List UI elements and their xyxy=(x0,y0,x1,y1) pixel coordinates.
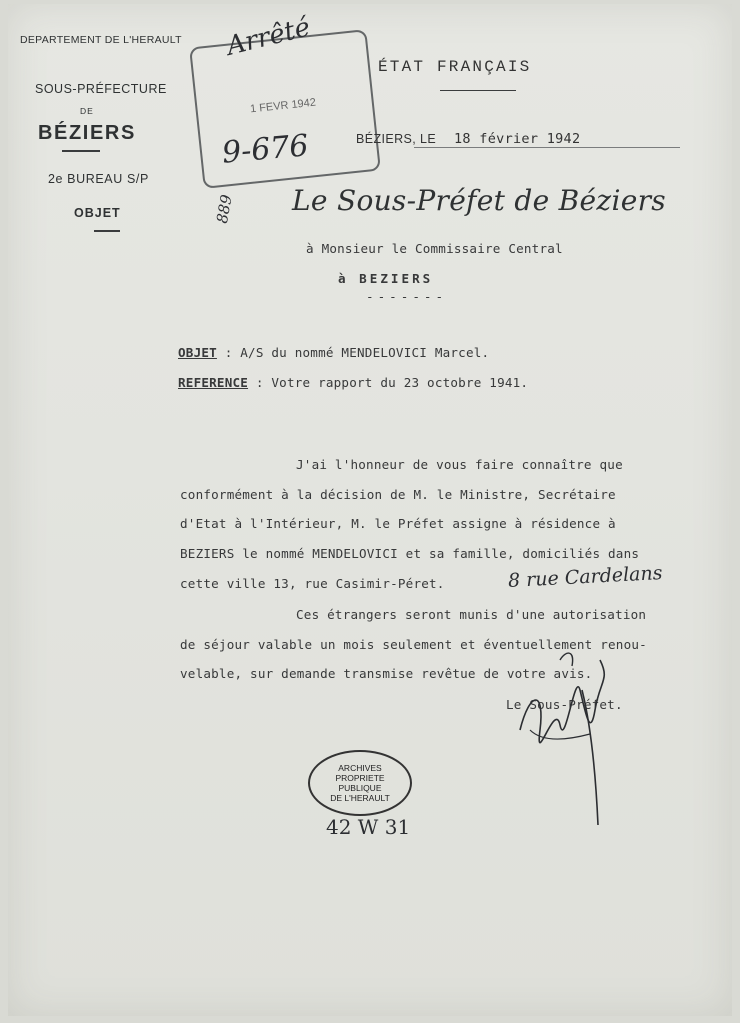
closing-line: Le Sous-Préfet. xyxy=(506,697,623,712)
handwritten-side-number: 889 xyxy=(212,193,236,225)
body-line-6: Ces étrangers seront munis d'une autorisation xyxy=(296,607,647,622)
body-line-2: conformément à la décision de M. le Ministre, Secrétaire xyxy=(180,487,616,502)
body-line-1: J'ai l'honneur de vous faire connaître que xyxy=(296,457,623,472)
handwritten-address: 8 rue Cardelans xyxy=(507,561,663,593)
objet-line-label: OBJET xyxy=(178,345,217,360)
archives-stamp-line-1: ARCHIVES xyxy=(338,763,382,773)
dateline-date: 18 février 1942 xyxy=(454,131,581,147)
dateline-place: BÉZIERS, LE xyxy=(356,132,437,146)
recipient-line-3: ------- xyxy=(366,289,448,304)
body-line-7: de séjour valable un mois seulement et éventuellement renou- xyxy=(180,637,647,652)
body-line-3: d'Etat à l'Intérieur, M. le Préfet assigne à résidence à xyxy=(180,516,616,531)
department-label: DEPARTEMENT DE L'HERAULT xyxy=(20,34,182,46)
recipient-line-2: à BEZIERS xyxy=(338,271,434,286)
etat-francais-heading: ÉTAT FRANÇAIS xyxy=(378,58,532,76)
etat-rule xyxy=(440,90,516,91)
sous-prefecture-label: SOUS-PRÉFECTURE xyxy=(35,82,167,96)
handwritten-file-number: 9-676 xyxy=(220,128,310,171)
archives-stamp xyxy=(308,750,412,816)
city-heading: BÉZIERS xyxy=(38,122,136,144)
archive-reference: 42 W 31 xyxy=(326,815,411,839)
reference-line-text: : Votre rapport du 23 octobre 1941. xyxy=(248,375,529,390)
stamp-date: 1 FEVR 1942 xyxy=(249,96,317,116)
reference-line-label: REFERENCE xyxy=(178,375,249,390)
sender-signature-line: Le Sous-Préfet de Béziers xyxy=(292,184,666,217)
archives-stamp-line-2: PROPRIETE xyxy=(335,773,385,783)
objet-line-text: : A/S du nommé MENDELOVICI Marcel. xyxy=(216,345,490,360)
body-line-4: BEZIERS le nommé MENDELOVICI et sa famille, domiciliés dans xyxy=(180,546,640,561)
date-underline xyxy=(414,147,680,148)
archives-stamp-line-3: PUBLIQUE xyxy=(338,783,382,793)
letterhead-rule xyxy=(62,150,100,152)
body-line-8: velable, sur demande transmise revêtue de votre avis. xyxy=(180,666,593,681)
dateline xyxy=(356,131,580,147)
objet-line xyxy=(178,345,489,360)
recipient-line-1: à Monsieur le Commissaire Central xyxy=(306,241,563,256)
archives-stamp-line-4: DE L'HERAULT xyxy=(330,793,390,803)
objet-rule xyxy=(94,230,120,232)
body-line-5: cette ville 13, rue Casimir-Péret. xyxy=(180,576,445,591)
bureau-label: 2e BUREAU S/P xyxy=(48,172,149,186)
signature-scribble xyxy=(500,630,630,830)
handwritten-arrete: Arrêté xyxy=(223,12,314,62)
de-label: DE xyxy=(80,106,94,116)
objet-header-label: OBJET xyxy=(74,206,121,220)
reference-line xyxy=(178,375,528,390)
